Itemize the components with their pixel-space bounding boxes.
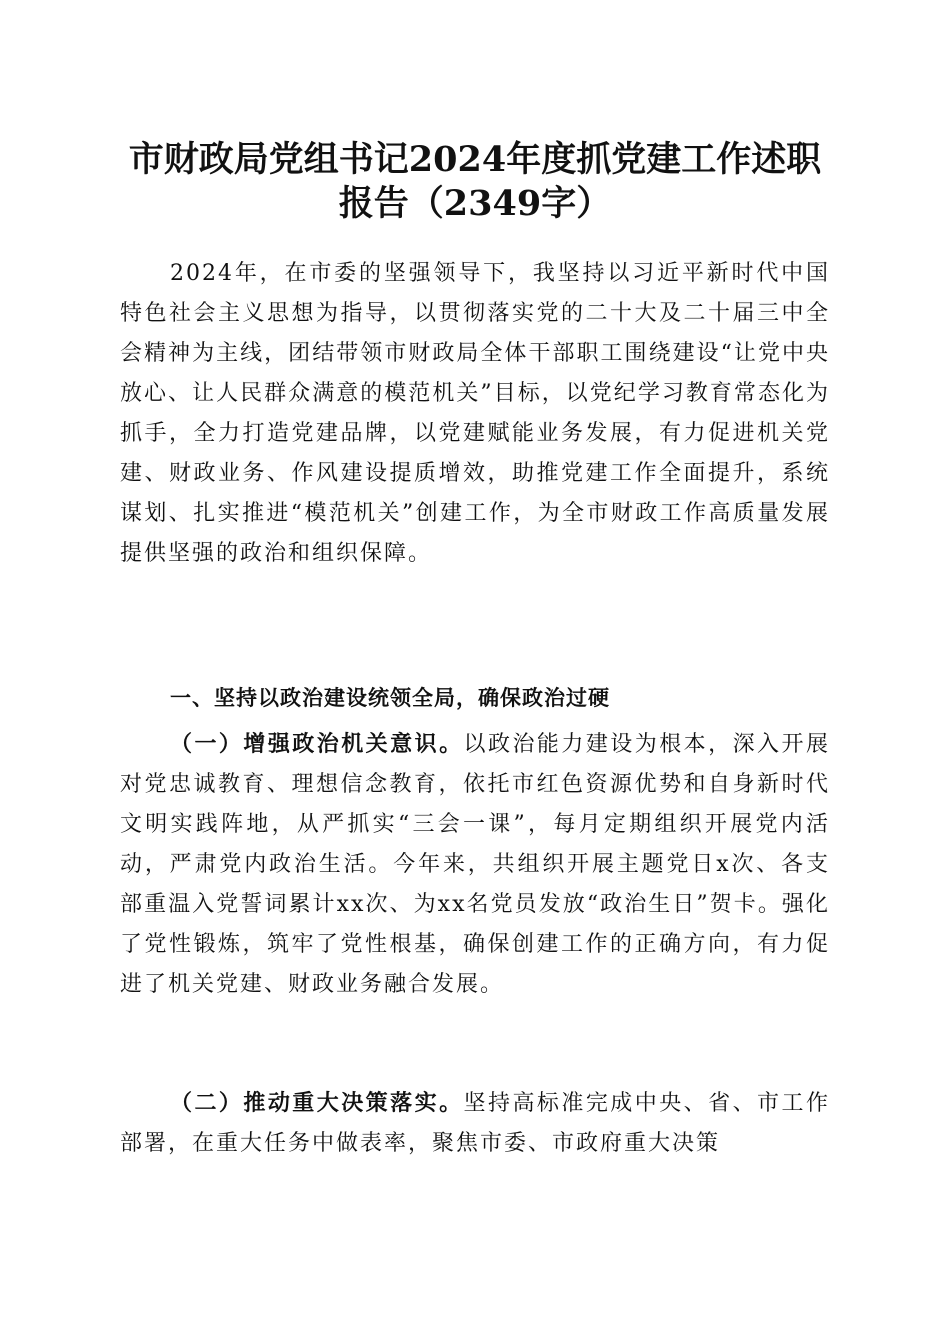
subsection-2-body: 坚持高标准完成中央、省、市工作部署，在重大任务中做表率，聚焦市委、市政府重大决策	[120, 1091, 830, 1156]
intro-paragraph: 2024年，在市委的坚强领导下，我坚持以习近平新时代中国特色社会主义思想为指导，以贯彻落实党的二十大及二十届三中全会精神为主线，团结带领市财政局全体干部职工围绕建设“让党中央放心、让人民群众满意的模范机关”目标，以党纪学习教育常态化为抓手，全力打造党建品牌，以党建赋能业务发展，有力促进机关党建、财政业务、作风建设提质增效，助推党建工作全面提升，系统谋划、扎实推进“模范机关”创建工作，为全市财政工作高质量发展提供坚强的政治和组织保障。	[120, 261, 830, 566]
title-line-1: 市财政局党组书记2024年度抓党建工作述职	[128, 139, 822, 180]
subsection-1-paragraph	[120, 724, 830, 1005]
subsection-2-paragraph	[120, 1083, 830, 1164]
title-line-2: 报告（2349字）	[338, 183, 612, 224]
subsection-1-lead: （一）增强政治机关意识。	[170, 731, 464, 757]
section-1-heading: 一、坚持以政治建设统领全局，确保政治过硬	[170, 686, 610, 710]
document-title	[110, 138, 840, 226]
subsection-1-body: 以政治能力建设为根本，深入开展对党忠诚教育、理想信念教育，依托市红色资源优势和自身新时代文明实践阵地，从严抓实“三会一课”，每月定期组织开展党内活动，严肃党内政治生活。今年来，共组织开展主题党日x次、各支部重温入党誓词累计xx次、为xx名党员发放“政治生日”贺卡。强化了党性锻炼，筑牢了党性根基，确保创建工作的正确方向，有力促进了机关党建、财政业务融合发展。	[120, 732, 830, 997]
subsection-2-lead: （二）推动重大决策落实。	[170, 1090, 464, 1116]
